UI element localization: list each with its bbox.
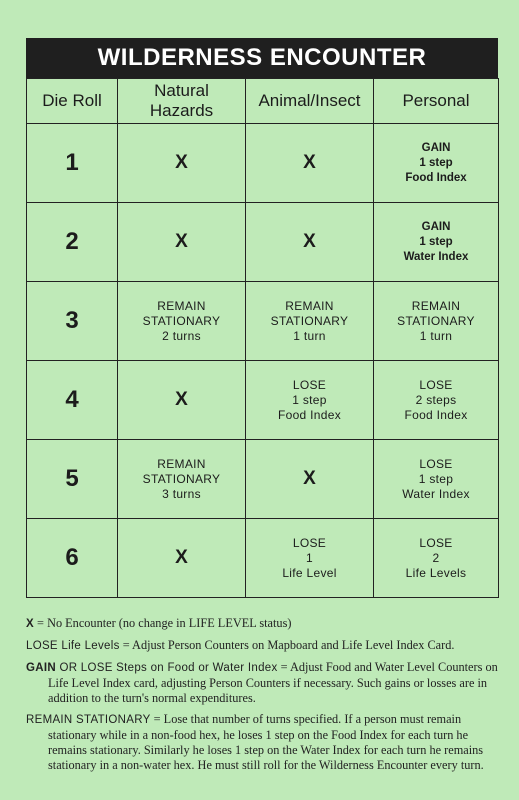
personal-cell-line: LOSE <box>419 377 453 392</box>
no-encounter-mark: X <box>246 203 374 282</box>
table-title: WILDERNESS ENCOUNTER <box>26 38 498 78</box>
natural-hazards-cell <box>118 282 246 361</box>
note-text: = No Encounter (no change in LIFE LEVEL status) <box>33 616 292 630</box>
animal-insect-cell-line: LOSE <box>292 377 327 392</box>
personal-cell <box>374 361 499 440</box>
personal-cell-line: Food Index <box>405 171 467 184</box>
animal-insect-cell-line: 1 step <box>292 392 327 407</box>
table-row <box>27 361 499 440</box>
animal-insect-cell <box>246 519 374 598</box>
header-row <box>27 79 499 124</box>
personal-cell <box>374 203 499 282</box>
natural-hazards-cell <box>118 440 246 519</box>
personal-cell-line: Food Index <box>404 407 468 422</box>
note-term: LOSE Life Levels <box>26 640 120 652</box>
personal-cell <box>374 440 499 519</box>
personal-cell-line: Water Index <box>403 250 469 263</box>
note-term: OR LOSE Steps on Food or Water Index <box>55 662 278 674</box>
personal-cell-line: LOSE <box>419 535 453 550</box>
encounter-card <box>26 38 498 598</box>
personal-cell-line: 1 step <box>419 235 453 248</box>
personal-cell-line: REMAIN <box>411 298 461 313</box>
table-row <box>27 519 499 598</box>
animal-insect-cell-line: REMAIN <box>285 298 334 313</box>
header-die-roll: Die Roll <box>27 79 118 124</box>
note-term: X <box>26 618 34 630</box>
note-text: = Adjust Food and Water Level Counters on Life Level Index card, adjusting Person Counters if necessary. Such gains or losses are in addition to the turn's normal expenditures. <box>48 660 498 705</box>
no-encounter-mark: X <box>118 519 246 598</box>
no-encounter-mark: X <box>118 203 246 282</box>
animal-insect-cell-line: LOSE <box>292 535 327 550</box>
animal-insect-cell <box>246 361 374 440</box>
natural-hazards-cell-line: STATIONARY <box>142 471 221 486</box>
personal-cell-line: 1 turn <box>419 328 453 343</box>
personal-cell <box>374 124 499 203</box>
note-no-encounter <box>26 616 506 632</box>
table-body <box>27 124 499 598</box>
personal-cell-line: 1 step <box>419 156 453 169</box>
header-natural-line2: Hazards <box>149 101 214 120</box>
personal-cell-line: 2 steps <box>415 392 457 407</box>
header-animal-insect: Animal/Insect <box>246 79 374 124</box>
header-personal: Personal <box>374 79 499 124</box>
table-row <box>27 282 499 361</box>
natural-hazards-cell-line: STATIONARY <box>142 313 221 328</box>
animal-insect-cell-line: Life Level <box>282 565 337 580</box>
note-text: = Lose that number of turns specified. If a person must remain stationary while in a non-food hex, he loses 1 step on the Food Index for each turn he remains stationary. Similarly he loses 1 step on the Water Index for each turn he remains stationary in a non-water hex. He must still roll for the Wilderness Encounter every turn. <box>48 712 484 772</box>
table-row <box>27 124 499 203</box>
personal-cell-line: 2 <box>432 550 440 565</box>
header-natural-line1: Natural <box>154 81 209 100</box>
header-natural-hazards <box>118 79 246 124</box>
die-roll-cell: 6 <box>27 519 118 598</box>
personal-cell-line: Life Levels <box>405 565 467 580</box>
die-roll-cell: 2 <box>27 203 118 282</box>
die-roll-cell: 1 <box>27 124 118 203</box>
die-roll-cell: 5 <box>27 440 118 519</box>
natural-hazards-cell-line: 3 turns <box>162 486 201 501</box>
natural-hazards-cell-line: REMAIN <box>157 456 206 471</box>
note-term-bold: GAIN <box>26 662 56 674</box>
legend-notes <box>26 616 506 779</box>
note-lose-life-levels <box>26 638 506 654</box>
personal-cell-line: STATIONARY <box>397 313 475 328</box>
personal-cell-line: GAIN <box>421 141 451 154</box>
die-roll-cell: 3 <box>27 282 118 361</box>
personal-cell-line: GAIN <box>421 220 451 233</box>
table-row <box>27 440 499 519</box>
personal-cell-line: 1 step <box>418 471 454 486</box>
animal-insect-cell-line: Food Index <box>277 407 342 422</box>
no-encounter-mark: X <box>246 440 374 519</box>
personal-cell <box>374 282 499 361</box>
animal-insect-cell <box>246 282 374 361</box>
no-encounter-mark: X <box>246 124 374 203</box>
no-encounter-mark: X <box>118 124 246 203</box>
note-remain-stationary <box>26 712 506 773</box>
animal-insect-cell-line: 1 <box>306 550 313 565</box>
note-term: REMAIN STATIONARY <box>26 714 151 726</box>
natural-hazards-cell-line: REMAIN <box>157 298 206 313</box>
animal-insect-cell-line: 1 turn <box>293 328 326 343</box>
natural-hazards-cell-line: 2 turns <box>162 328 201 343</box>
personal-cell-line: LOSE <box>419 456 453 471</box>
no-encounter-mark: X <box>118 361 246 440</box>
note-gain-or-lose-steps <box>26 660 506 706</box>
animal-insect-cell-line: STATIONARY <box>270 313 349 328</box>
table-row <box>27 203 499 282</box>
die-roll-cell: 4 <box>27 361 118 440</box>
encounter-table <box>26 78 499 598</box>
note-text: = Adjust Person Counters on Mapboard and Life Level Index Card. <box>119 638 455 652</box>
personal-cell-line: Water Index <box>402 486 470 501</box>
personal-cell <box>374 519 499 598</box>
